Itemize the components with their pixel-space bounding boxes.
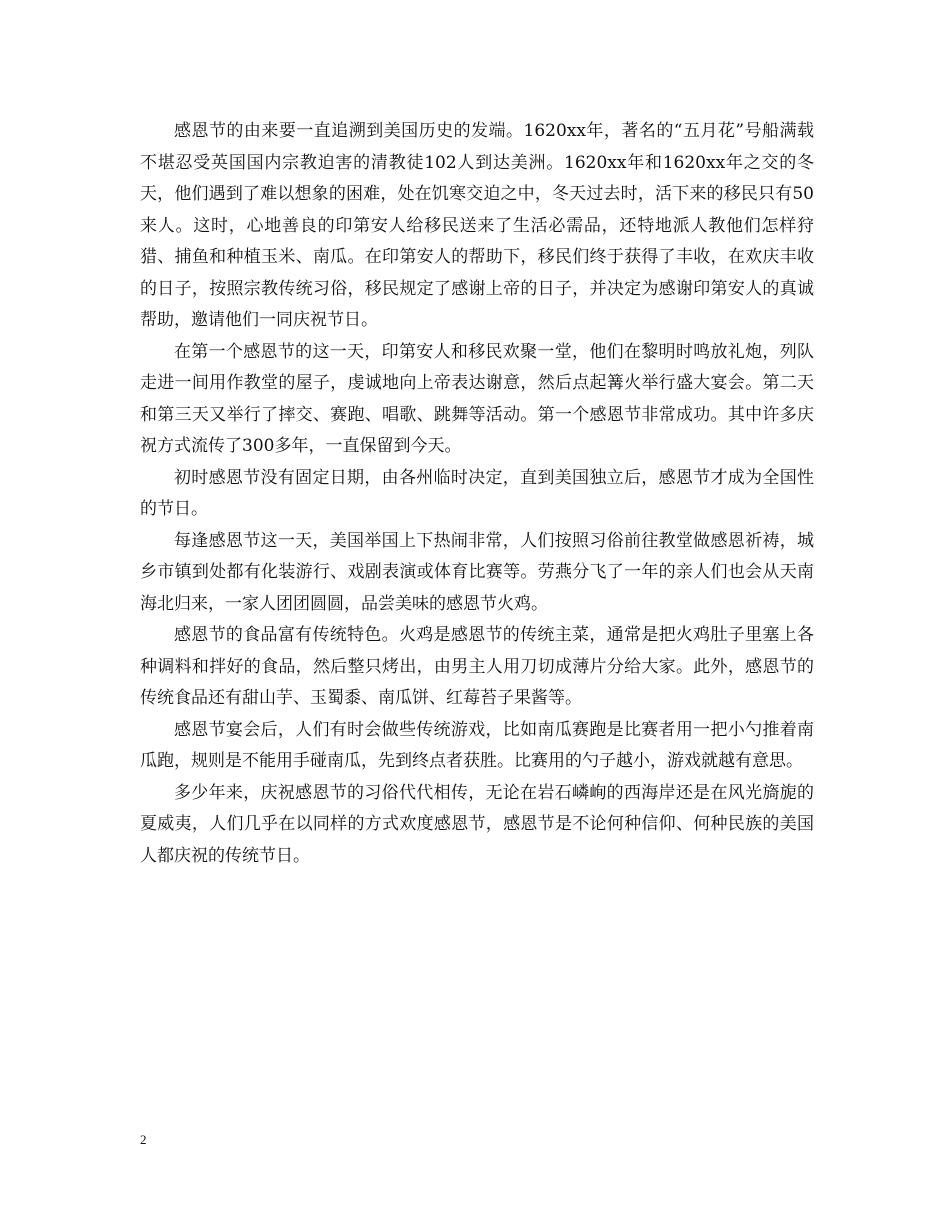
paragraph-origin: 感恩节的由来要一直追溯到美国历史的发端。1620xx年，著名的“五月花”号船满载不堪忍受英国国内宗教迫害的清教徒102人到达美洲。1620xx年和1620xx年之交的冬天，他们遇到了难以想象的困难，处在饥寒交迫之中，冬天过去时，活下来的移民只有50来人。这时，心地善良的印第安人给移民送来了生活必需品，还特地派人教他们怎样狩猎、捕鱼和种植玉米、南瓜。在印第安人的帮助下，移民们终于获得了丰收，在欢庆丰收的日子，按照宗教传统习俗，移民规定了感谢上帝的日子，并决定为感谢印第安人的真诚帮助，邀请他们一同庆祝节日。	[140, 121, 814, 330]
paragraph-games: 感恩节宴会后，人们有时会做些传统游戏，比如南瓜赛跑是比赛者用一把小勺推着南瓜跑，规则是不能用手碰南瓜，先到终点者获胜。比赛用的勺子越小，游戏就越有意思。	[140, 719, 814, 771]
article-body	[140, 116, 814, 872]
paragraph-national-holiday: 初时感恩节没有固定日期，由各州临时决定，直到美国独立后，感恩节才成为全国性的节日。	[140, 467, 814, 519]
paragraph-tradition: 多少年来，庆祝感恩节的习俗代代相传，无论在岩石嶙峋的西海岸还是在风光旖旎的夏威夷，人们几乎在以同样的方式欢度感恩节，感恩节是不论何种信仰、何种民族的美国人都庆祝的传统节日。	[140, 782, 814, 866]
paragraph-food: 感恩节的食品富有传统特色。火鸡是感恩节的传统主菜，通常是把火鸡肚子里塞上各种调料和拌好的食品，然后整只烤出，由男主人用刀切成薄片分给大家。此外，感恩节的传统食品还有甜山芋、玉蜀黍、南瓜饼、红莓苔子果酱等。	[140, 625, 814, 708]
page-number: 2	[140, 1132, 147, 1147]
paragraph-first-thanksgiving: 在第一个感恩节的这一天，印第安人和移民欢聚一堂，他们在黎明时鸣放礼炮，列队走进一间用作教堂的屋子，虔诚地向上帝表达谢意，然后点起篝火举行盛大宴会。第二天和第三天又举行了摔交、赛跑、唱歌、跳舞等活动。第一个感恩节非常成功。其中许多庆祝方式流传了300多年，一直保留到今天。	[140, 341, 814, 456]
paragraph-celebration: 每逢感恩节这一天，美国举国上下热闹非常，人们按照习俗前往教堂做感恩祈祷，城乡市镇到处都有化装游行、戏剧表演或体育比赛等。劳燕分飞了一年的亲人们也会从天南海北归来，一家人团团圆圆，品尝美味的感恩节火鸡。	[140, 530, 814, 614]
